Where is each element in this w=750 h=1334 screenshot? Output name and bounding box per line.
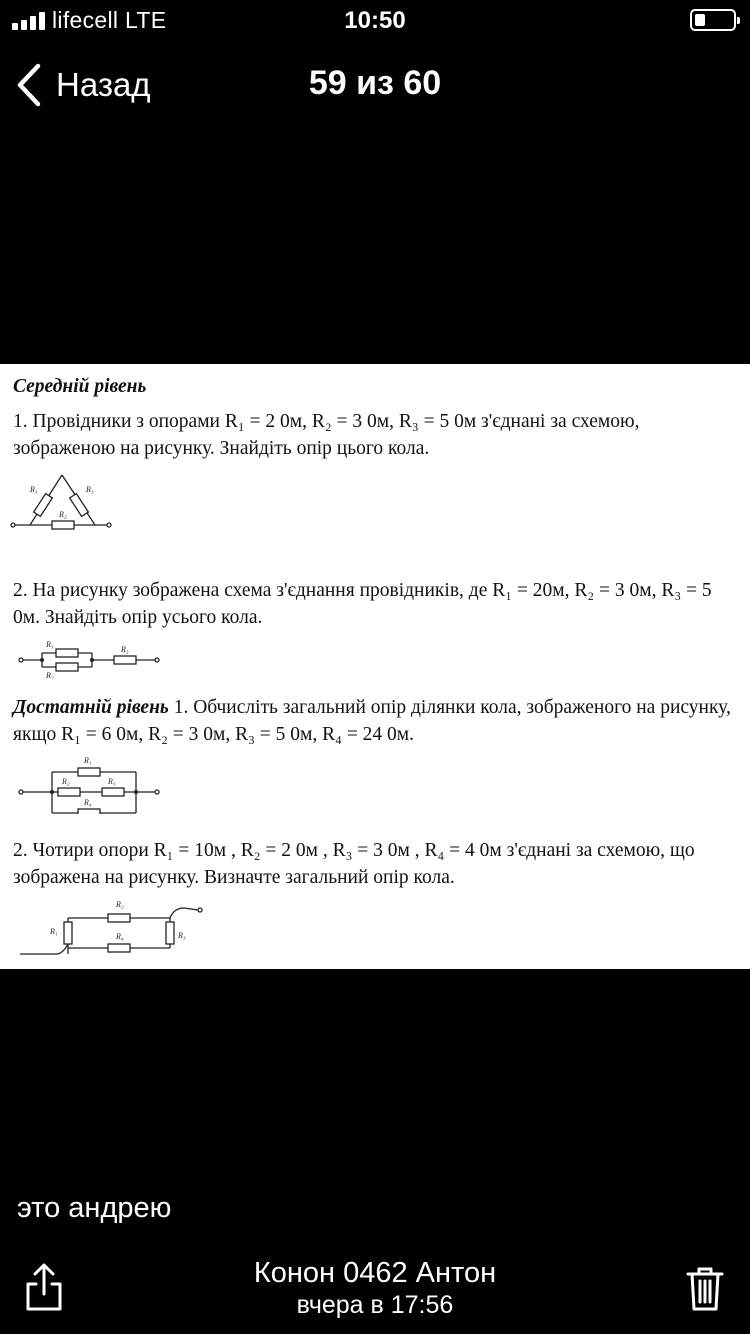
r1-label: R₁ [50,927,58,936]
r3-label: R₃ [108,777,116,786]
level-heading-sufficient: Достатній рівень [13,697,169,718]
task-3-text: Достатній рівень 1. Обчисліть загальний опір ділянки кола, зображеного на рисунку, якщо R₁ = 6 0м, R₂ = 3 0м, R₃ = 5 0м, R₄ = 24 0м. [13,697,731,745]
r2-label: R₂ [59,510,67,519]
r3-label: R₃ [121,645,129,654]
level-heading-middle: Середній рівень [13,376,147,397]
r3-label: R₃ [86,485,94,494]
photo-counter: 59 из 60 [308,64,442,102]
r3-label: R₃ [178,931,186,940]
r2-label: R₂ [46,671,54,679]
r1-label: R₁ [84,756,92,765]
circuit-diagram-1 [10,470,114,530]
task-2-text: 2. На рисунку зображена схема з'єднання провідників, де R₁ = 20м, R₂ = 3 0м, R₃ = 5 0м. Знайдіть опір усього кола. [13,580,712,628]
status-time: 10:50 [344,7,406,34]
circuit-diagram-3 [18,752,162,814]
circuit-diagram-2 [18,637,160,679]
photo-caption: это андрею [17,1192,172,1224]
nav-bar [0,58,750,112]
message-date: вчера в 17:56 [296,1291,454,1319]
task-1-text: 1. Провідники з опорами R₁ = 2 0м, R₂ = 3 0м, R₃ = 5 0м з'єднані за схемою, зображеною на рисунку. Знайдіть опір цього кола. [13,411,640,459]
document-image[interactable] [0,364,750,969]
status-bar [0,0,750,42]
r1-label: R₁ [30,485,38,494]
trash-icon[interactable] [686,1266,724,1312]
r4-label: R₄ [84,798,92,807]
r4-label: R₄ [116,932,124,941]
circuit-diagram-4 [18,894,208,964]
sender-name: Конон 0462 Антон [253,1257,497,1289]
battery-icon [690,9,736,31]
back-label: Назад [56,66,151,103]
bottom-toolbar [0,1252,750,1334]
task-4-text: 2. Чотири опори R₁ = 10м , R₂ = 2 0м , R₃ = 3 0м , R₄ = 4 0м з'єднані за схемою, що зображена на рисунку. Визначте загальний опір кола. [13,840,695,888]
r2-label: R₂ [116,900,124,909]
r1-label: R₁ [46,640,54,649]
carrier-label: lifecell LTE [52,7,167,33]
r2-label: R₂ [62,777,70,786]
